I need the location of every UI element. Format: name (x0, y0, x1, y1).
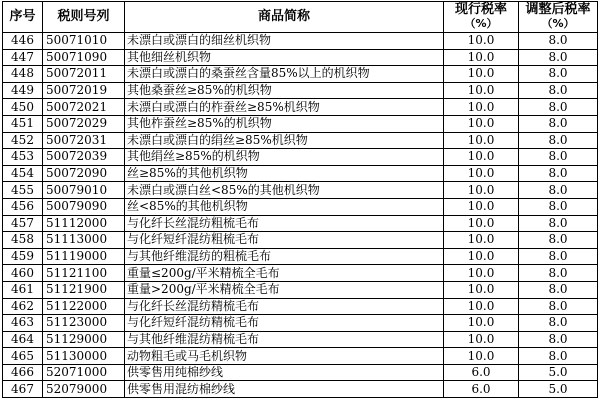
cell-name: 与化纤短纤混纺粗梳毛布 (125, 232, 444, 249)
cell-current-rate: 10.0 (444, 165, 519, 182)
table-row (3, 265, 598, 282)
cell-seq: 452 (3, 132, 43, 149)
cell-adjusted-rate: 8.0 (519, 248, 598, 265)
cell-name: 供零售用混纺棉纱线 (125, 381, 444, 398)
table-header-row (3, 2, 598, 33)
cell-code: 51119000 (43, 248, 125, 265)
cell-code: 51113000 (43, 232, 125, 249)
cell-seq: 465 (3, 348, 43, 365)
cell-seq: 455 (3, 182, 43, 199)
cell-code: 51123000 (43, 315, 125, 332)
cell-code: 50079090 (43, 198, 125, 215)
cell-current-rate: 6.0 (444, 381, 519, 398)
cell-code: 50071010 (43, 33, 125, 50)
cell-name: 与其他纤维混纺精梳毛布 (125, 331, 444, 348)
cell-code: 50072019 (43, 82, 125, 99)
cell-code: 50071090 (43, 49, 125, 66)
header-current-rate-label: 现行税率 (454, 2, 507, 17)
table-row (3, 281, 598, 298)
cell-code: 50072021 (43, 99, 125, 116)
cell-seq: 464 (3, 331, 43, 348)
table-row (3, 298, 598, 315)
table-row (3, 331, 598, 348)
cell-current-rate: 10.0 (444, 82, 519, 99)
cell-adjusted-rate: 8.0 (519, 82, 598, 99)
cell-adjusted-rate: 8.0 (519, 132, 598, 149)
table-row (3, 315, 598, 332)
cell-name: 未漂白或漂白丝<85%的其他机织物 (125, 182, 444, 199)
cell-adjusted-rate: 8.0 (519, 215, 598, 232)
header-current-rate (444, 2, 519, 33)
table-body (3, 33, 598, 398)
table-row (3, 248, 598, 265)
cell-code: 51122000 (43, 298, 125, 315)
cell-name: 丝<85%的其他机织物 (125, 198, 444, 215)
cell-code: 50079010 (43, 182, 125, 199)
cell-adjusted-rate: 8.0 (519, 331, 598, 348)
cell-name: 与化纤长丝混纺精梳毛布 (125, 298, 444, 315)
table-row (3, 165, 598, 182)
cell-seq: 462 (3, 298, 43, 315)
cell-code: 50072011 (43, 66, 125, 83)
table-row (3, 215, 598, 232)
cell-adjusted-rate: 5.0 (519, 364, 598, 381)
cell-name: 重量>200g/平米精梳全毛布 (125, 281, 444, 298)
cell-name: 丝≥85%的其他机织物 (125, 165, 444, 182)
cell-name: 供零售用纯棉纱线 (125, 364, 444, 381)
cell-current-rate: 10.0 (444, 49, 519, 66)
cell-seq: 449 (3, 82, 43, 99)
header-seq: 序号 (3, 2, 43, 33)
cell-seq: 467 (3, 381, 43, 398)
header-name: 商品简称 (125, 2, 444, 33)
header-adjusted-rate-label: 调整后税率 (525, 2, 591, 17)
cell-code: 51121100 (43, 265, 125, 282)
cell-seq: 460 (3, 265, 43, 282)
cell-adjusted-rate: 5.0 (519, 381, 598, 398)
cell-current-rate: 10.0 (444, 232, 519, 249)
cell-current-rate: 10.0 (444, 115, 519, 132)
header-adjusted-rate-unit: （%） (541, 17, 575, 30)
cell-name: 与化纤长丝混纺粗梳毛布 (125, 215, 444, 232)
cell-current-rate: 10.0 (444, 215, 519, 232)
cell-seq: 453 (3, 149, 43, 166)
cell-current-rate: 10.0 (444, 198, 519, 215)
cell-seq: 454 (3, 165, 43, 182)
table-row (3, 49, 598, 66)
cell-current-rate: 10.0 (444, 149, 519, 166)
cell-current-rate: 10.0 (444, 281, 519, 298)
cell-name: 其他绢丝≥85%的机织物 (125, 149, 444, 166)
cell-code: 50072090 (43, 165, 125, 182)
cell-adjusted-rate: 8.0 (519, 149, 598, 166)
cell-name: 其他柞蚕丝≥85%的机织物 (125, 115, 444, 132)
table-row (3, 364, 598, 381)
cell-adjusted-rate: 8.0 (519, 232, 598, 249)
cell-current-rate: 10.0 (444, 348, 519, 365)
cell-code: 51130000 (43, 348, 125, 365)
cell-name: 未漂白或漂白的绢丝≥85%机织物 (125, 132, 444, 149)
cell-seq: 456 (3, 198, 43, 215)
cell-seq: 466 (3, 364, 43, 381)
cell-adjusted-rate: 8.0 (519, 33, 598, 50)
cell-current-rate: 10.0 (444, 33, 519, 50)
cell-seq: 450 (3, 99, 43, 116)
cell-code: 51112000 (43, 215, 125, 232)
cell-code: 51121900 (43, 281, 125, 298)
cell-seq: 461 (3, 281, 43, 298)
cell-adjusted-rate: 8.0 (519, 182, 598, 199)
cell-name: 未漂白或漂白的桑蚕丝含量85%以上的机织物 (125, 66, 444, 83)
cell-adjusted-rate: 8.0 (519, 99, 598, 116)
cell-seq: 459 (3, 248, 43, 265)
cell-code: 50072031 (43, 132, 125, 149)
table-row (3, 99, 598, 116)
header-code: 税则号列 (43, 2, 125, 33)
cell-current-rate: 10.0 (444, 99, 519, 116)
table-row (3, 381, 598, 398)
header-adjusted-rate (519, 2, 598, 33)
cell-code: 52079000 (43, 381, 125, 398)
cell-current-rate: 10.0 (444, 248, 519, 265)
cell-adjusted-rate: 8.0 (519, 165, 598, 182)
cell-name: 动物粗毛或马毛机织物 (125, 348, 444, 365)
cell-seq: 451 (3, 115, 43, 132)
table-row (3, 149, 598, 166)
tariff-table-container (2, 1, 597, 398)
cell-adjusted-rate: 8.0 (519, 348, 598, 365)
table-row (3, 82, 598, 99)
cell-adjusted-rate: 8.0 (519, 265, 598, 282)
cell-code: 52071000 (43, 364, 125, 381)
header-current-rate-unit: （%） (464, 17, 498, 30)
cell-seq: 463 (3, 315, 43, 332)
cell-name: 未漂白或漂白的细丝机织物 (125, 33, 444, 50)
cell-adjusted-rate: 8.0 (519, 66, 598, 83)
cell-current-rate: 10.0 (444, 298, 519, 315)
table-row (3, 115, 598, 132)
cell-adjusted-rate: 8.0 (519, 49, 598, 66)
cell-seq: 448 (3, 66, 43, 83)
table-row (3, 232, 598, 249)
cell-code: 50072029 (43, 115, 125, 132)
cell-current-rate: 10.0 (444, 66, 519, 83)
cell-adjusted-rate: 8.0 (519, 115, 598, 132)
cell-name: 其他桑蚕丝≥85%的机织物 (125, 82, 444, 99)
table-row (3, 66, 598, 83)
tariff-table (2, 1, 598, 398)
cell-name: 重量≤200g/平米精梳全毛布 (125, 265, 444, 282)
cell-seq: 458 (3, 232, 43, 249)
table-row (3, 348, 598, 365)
cell-seq: 457 (3, 215, 43, 232)
table-row (3, 182, 598, 199)
cell-adjusted-rate: 8.0 (519, 281, 598, 298)
cell-seq: 447 (3, 49, 43, 66)
cell-name: 未漂白或漂白的柞蚕丝≥85%机织物 (125, 99, 444, 116)
cell-current-rate: 6.0 (444, 364, 519, 381)
cell-current-rate: 10.0 (444, 331, 519, 348)
table-row (3, 198, 598, 215)
cell-adjusted-rate: 8.0 (519, 298, 598, 315)
table-row (3, 33, 598, 50)
cell-current-rate: 10.0 (444, 182, 519, 199)
cell-current-rate: 10.0 (444, 132, 519, 149)
cell-adjusted-rate: 8.0 (519, 315, 598, 332)
cell-adjusted-rate: 8.0 (519, 198, 598, 215)
cell-code: 50072039 (43, 149, 125, 166)
cell-current-rate: 10.0 (444, 315, 519, 332)
cell-name: 与其他纤维混纺的粗梳毛布 (125, 248, 444, 265)
cell-name: 其他细丝机织物 (125, 49, 444, 66)
cell-code: 51129000 (43, 331, 125, 348)
cell-name: 与化纤短纤混纺精梳毛布 (125, 315, 444, 332)
table-row (3, 132, 598, 149)
cell-current-rate: 10.0 (444, 265, 519, 282)
cell-seq: 446 (3, 33, 43, 50)
